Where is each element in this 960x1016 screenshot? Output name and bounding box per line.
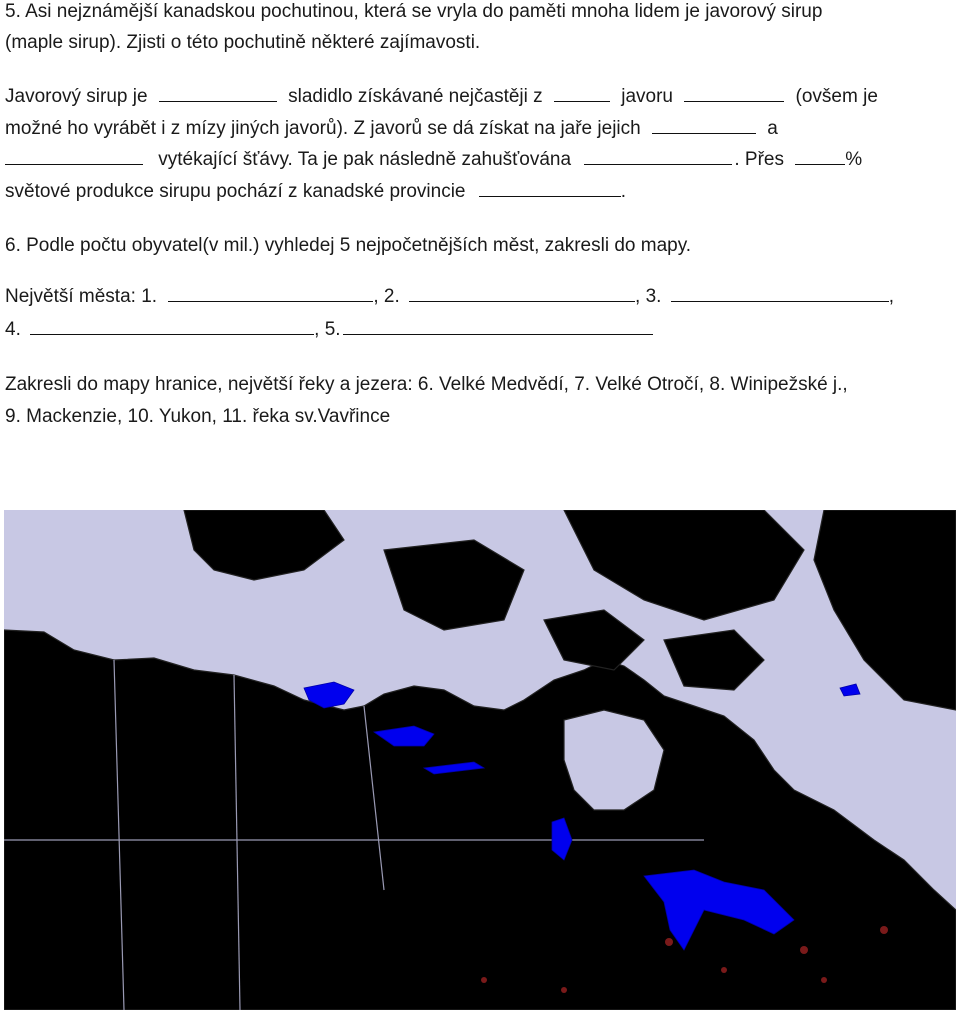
task5-intro-line1: 5. Asi nejznámější kanadskou pochutinou, která se vryla do paměti mnoha lidem je javorový sirup [5, 1, 823, 22]
city-blank-4[interactable] [30, 318, 314, 335]
blank-field[interactable] [652, 117, 756, 134]
blank-field[interactable] [795, 148, 845, 165]
blank-field[interactable] [554, 85, 610, 102]
task5-paragraph-line4: světové produkce sirupu pochází z kanadské provincie . [5, 181, 627, 202]
city-blank-3[interactable] [671, 285, 889, 302]
task7-line2: 9. Mackenzie, 10. Yukon, 11. řeka sv.Vavřince [5, 406, 391, 427]
task5-paragraph-line2: možné ho vyrábět i z mízy jiných javorů). Z javorů se dá získat na jaře jejich a [5, 118, 778, 139]
blank-field[interactable] [5, 148, 143, 165]
blank-field[interactable] [684, 85, 784, 102]
task5-intro-line2: (maple sirup). Zjisti o této pochutině některé zajímavosti. [5, 32, 481, 53]
city-blank-5[interactable] [343, 318, 653, 335]
city-blank-1[interactable] [168, 285, 373, 302]
task5-paragraph-line3: vytékající šťávy. Ta je pak následně zahušťována . Přes % [5, 148, 862, 172]
task6-heading: 6. Podle počtu obyvatel(v mil.) vyhledej 5 nejpočetnějších měst, zakresli do mapy. [5, 235, 692, 256]
task6-cities-line2: 4. , 5. [5, 318, 653, 342]
task7-line1: Zakresli do mapy hranice, největší řeky a jezera: 6. Velké Medvědí, 7. Velké Otročí, 8. Winipežské j., [5, 374, 848, 395]
task5-paragraph-line1: Javorový sirup je sladidlo získávané nejčastěji z javoru (ovšem je [5, 86, 878, 107]
blank-field[interactable] [159, 85, 277, 102]
blank-field[interactable] [584, 148, 732, 165]
canada-blank-map[interactable] [4, 510, 956, 1010]
city-blank-2[interactable] [409, 285, 635, 302]
task6-cities-line1: Největší města: 1. , 2. , 3. , [5, 286, 894, 307]
blank-field[interactable] [479, 180, 621, 197]
